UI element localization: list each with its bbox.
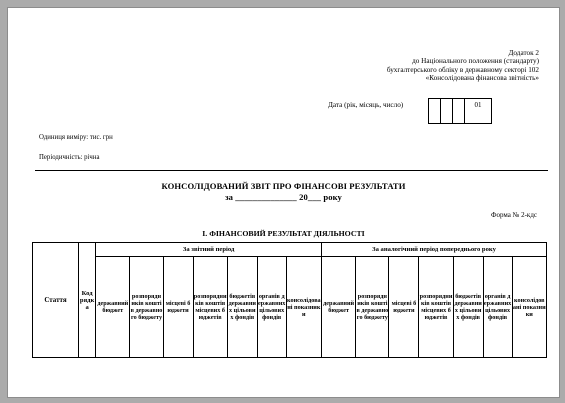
subheader-current-local-budgets: місцеві бюджети xyxy=(163,257,193,358)
date-cell-2 xyxy=(440,98,452,124)
period-label: Періодичність: річна xyxy=(39,154,100,161)
group-header-previous: За аналогічний період попереднього року xyxy=(322,243,547,257)
date-code-box xyxy=(428,98,548,124)
column-header-code: Код рядка xyxy=(79,243,96,358)
subheader-current-fund-bodies: органів державних цільових фондів xyxy=(257,257,286,358)
subheader-current-fund-budgets: бюджетів державних цільових фондів xyxy=(227,257,257,358)
date-label: Дата (рік, місяць, число) xyxy=(328,101,404,109)
addendum-line-3: бухгалтерського обліку в державному секторі 102 xyxy=(386,65,539,74)
subheader-current-local-managers: розпорядників коштів місцевих бюджетів xyxy=(193,257,227,358)
units-label: Одиниця виміру: тис. грн xyxy=(39,134,113,141)
section-title: І. ФІНАНСОВИЙ РЕЗУЛЬТАТ ДІЯЛЬНОСТІ xyxy=(202,229,365,238)
addendum-line-2: до Національного положення (стандарту) xyxy=(412,57,539,66)
addendum-note xyxy=(387,49,539,82)
addendum-line-4: «Консолідована фінансова звітність» xyxy=(425,73,539,82)
subheader-previous-fund-budgets: бюджетів державних цільових фондів xyxy=(453,257,483,358)
subheader-previous-state-managers: розпорядників коштів державного бюджету xyxy=(356,257,389,358)
subheader-current-consolidated: консолідовані показники xyxy=(286,257,321,358)
date-cell-code: 01 xyxy=(464,98,492,124)
document-page xyxy=(7,7,560,398)
addendum-line-1: Додаток 2 xyxy=(508,49,539,57)
report-table xyxy=(32,242,547,358)
header-rule xyxy=(35,170,548,171)
date-cell-1 xyxy=(428,98,440,124)
column-header-article: Стаття xyxy=(33,243,79,358)
date-cell-3 xyxy=(452,98,464,124)
subheader-previous-local-managers: розпорядників коштів місцевих бюджетів xyxy=(419,257,453,358)
report-title: КОНСОЛІДОВАНИЙ ЗВІТ ПРО ФІНАНСОВІ РЕЗУЛЬТАТИ xyxy=(161,181,406,191)
report-period: за ______________ 20___ року xyxy=(225,192,342,202)
subheader-previous-fund-bodies: органів державних цільових фондів xyxy=(483,257,512,358)
subheader-previous-local-budgets: місцеві бюджети xyxy=(389,257,419,358)
form-number: Форма № 2-кдс xyxy=(491,211,537,219)
subheader-previous-state-budget: державний бюджет xyxy=(322,257,356,358)
group-header-current: За звітний період xyxy=(96,243,322,257)
subheader-current-state-budget: державний бюджет xyxy=(96,257,130,358)
subheader-current-state-managers: розпорядників коштів державного бюджету xyxy=(130,257,163,358)
subheader-previous-consolidated: консолідовані показники xyxy=(512,257,546,358)
